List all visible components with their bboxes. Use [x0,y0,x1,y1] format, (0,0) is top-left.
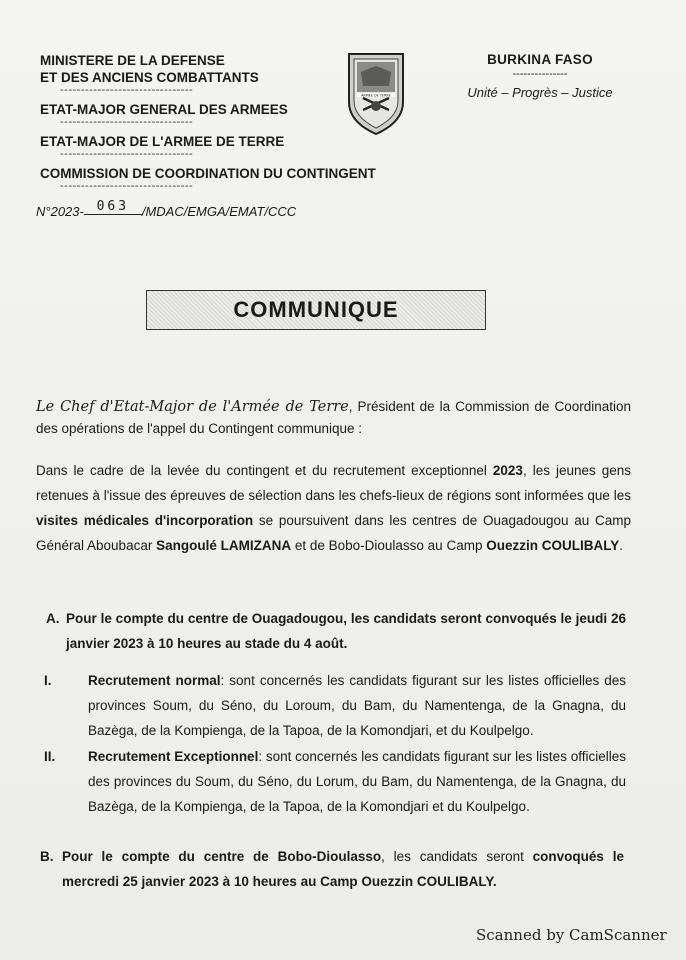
ref-number: 063 [84,199,142,215]
intro-paragraph [36,396,631,440]
para-year: 2023 [492,463,523,478]
reference-number [36,199,297,221]
section-marker: A. [46,611,60,626]
separator: -------------------------------- [60,180,194,192]
item-marker: II. [44,749,56,764]
section-b-text: convoqués le mercredi 25 janvier 2023 à 10 heures au Camp Ouezzin COULIBALY. [62,849,624,889]
para-visits: visites médicales d'incorporation [36,513,254,528]
para-text: . [619,538,623,553]
section-b-text: , les candidats seront [381,849,533,864]
national-motto: Unité – Progrès – Justice [467,85,613,100]
item-normal [44,668,626,743]
para-text: et de Bobo-Dioulasso au Camp [291,538,487,553]
scanner-watermark: Scanned by CamScanner [476,926,667,944]
item-marker: I. [44,673,52,688]
separator: -------------------------------- [60,148,194,160]
page-title: COMMUNIQUE [233,297,399,322]
ministry-line-2: ET DES ANCIENS COMBATTANTS [40,70,259,85]
para-text: , les jeunes gens retenues à l'issue des épreuves de sélection dans les chefs-lieux de régions sont informées que les [36,463,631,503]
intro-text: , Président de la Commission de Coordination des opérations de l'appel du Contingent communique : [36,399,631,436]
header-right [440,52,640,100]
author: Le Chef d'Etat-Major de l'Armée de Terre [36,399,349,415]
item-exceptional [44,744,627,819]
item-text: : sont concernés les candidats figurant sur les listes officielles des provinces Soum, du Séno, du Loroum, du Bam, du Namentenga, de la Gnagna, du Bazèga, de la Kompienga, de la Tapoa, de la Komondjari, et du Koulpelgo. [88,673,626,738]
army-crest-icon [345,50,407,136]
emblem-text: ARMEE DE TERRE [361,93,391,98]
para-text: se poursuivent dans les centres de Ouagadougou au Camp Général Aboubacar [36,513,631,553]
separator: --------------- [512,68,568,80]
general-staff-line: ETAT-MAJOR GENERAL DES ARMEES [40,102,288,117]
army-staff-line: ETAT-MAJOR DE L'ARMEE DE TERRE [40,134,285,149]
commission-line: COMMISSION DE COORDINATION DU CONTINGENT [40,166,376,181]
para-text: Dans le cadre de la levée du contingent et du recrutement exceptionnel [36,463,493,478]
section-marker: B. [40,849,54,864]
separator: -------------------------------- [60,84,194,96]
para-name: Ouezzin COULIBALY [486,538,620,553]
country-name: BURKINA FASO [487,52,593,67]
item-label: Recrutement Exceptionnel [88,749,259,764]
section-a-text: Pour le compte du centre de Ouagadougou, les candidats seront convoqués le jeudi 26 janvier 2023 à 10 heures au stade du 4 août. [66,611,626,651]
ref-suffix: /MDAC/EMGA/EMAT/CCC [141,204,297,219]
item-text: : sont concernés les candidats figurant sur les listes officielles des provinces du Soum, du Séno, du Lorum, du Bam, du Namentenga, de la Gnagna, du Bazèga, de la Kompienga, de la Tapoa, de la Komondjari et du Koulpelgo. [88,749,627,814]
item-label: Recrutement normal [88,673,221,688]
section-b-text: Pour le compte du centre de Bobo-Dioulasso [62,849,382,864]
section-b [40,844,624,894]
main-paragraph [36,458,631,558]
title-box [146,290,486,330]
ref-prefix: N°2023- [36,204,84,219]
section-a [46,606,626,656]
separator: -------------------------------- [60,116,194,128]
ministry-line-1: MINISTERE DE LA DEFENSE [40,53,225,68]
para-name: Sangoulé LAMIZANA [156,538,292,553]
